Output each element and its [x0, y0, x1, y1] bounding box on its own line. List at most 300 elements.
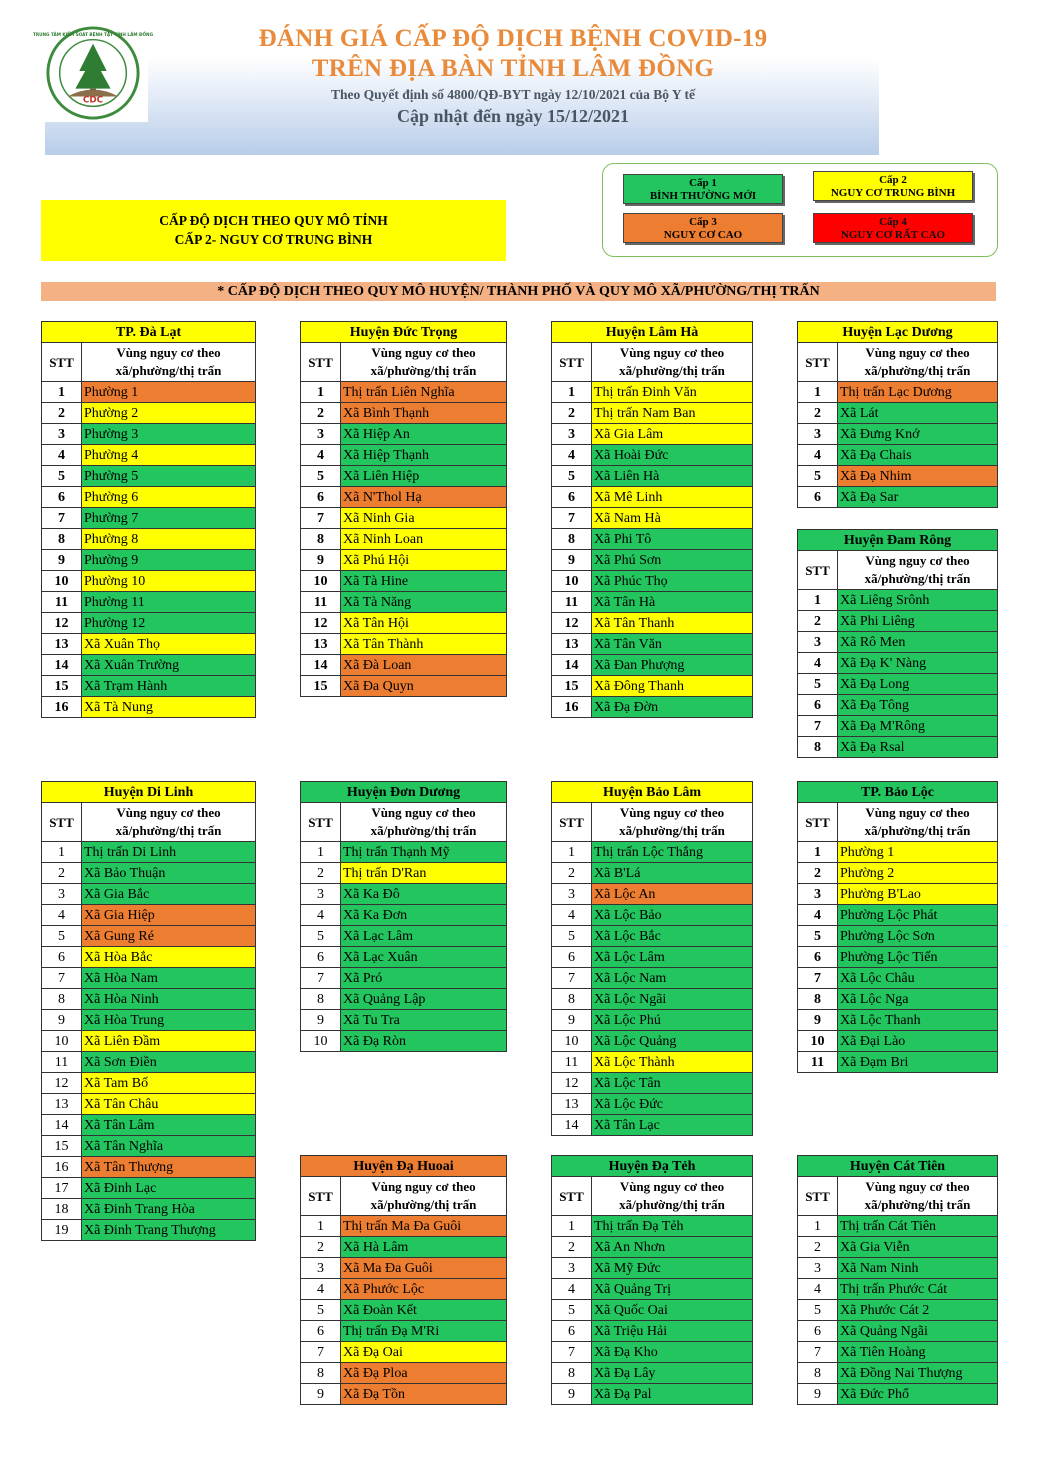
row-stt: 7 [301, 1342, 341, 1363]
row-stt: 7 [798, 1342, 838, 1363]
table-row [42, 445, 256, 466]
row-commune: Xã Lộc An [592, 884, 753, 905]
row-stt: 2 [301, 863, 341, 884]
column-header-stt: STT [552, 343, 592, 382]
row-stt: 5 [798, 466, 838, 487]
table-row [798, 445, 998, 466]
row-commune: Xã Hòa Nam [82, 968, 256, 989]
row-commune: Xã Mê Linh [592, 487, 753, 508]
row-stt: 16 [552, 697, 592, 718]
row-commune: Thị trấn Đạ Tẻh [592, 1216, 753, 1237]
row-stt: 10 [552, 571, 592, 592]
row-stt: 5 [798, 1300, 838, 1321]
row-commune: Xã Tân Hà [592, 592, 753, 613]
row-commune: Xã Gia Lâm [592, 424, 753, 445]
table-row [42, 655, 256, 676]
column-header-stt: STT [301, 343, 341, 382]
table-row [552, 508, 753, 529]
row-stt: 7 [42, 968, 82, 989]
district-name: TP. Bảo Lộc [798, 782, 998, 803]
table-row [301, 655, 507, 676]
table-row [42, 1157, 256, 1178]
row-commune: Xã Đạ Long [838, 674, 998, 695]
row-stt: 3 [798, 632, 838, 653]
table-row [798, 466, 998, 487]
table-row [798, 947, 998, 968]
table-row [552, 1384, 753, 1405]
row-commune: Xã Đạm Bri [838, 1052, 998, 1073]
row-commune: Xã Đạ Tông [838, 695, 998, 716]
column-header-zone: Vùng nguy cơ theo xã/phường/thị trấn [341, 343, 507, 382]
row-commune: Xã Đạ Rsal [838, 737, 998, 758]
row-stt: 8 [552, 1363, 592, 1384]
row-commune: Xã Sơn Điền [82, 1052, 256, 1073]
table-row [552, 1258, 753, 1279]
column-header-zone: Vùng nguy cơ theo xã/phường/thị trấn [838, 551, 998, 590]
row-stt: 8 [798, 1363, 838, 1384]
district-name: Huyện Di Linh [42, 782, 256, 803]
row-commune: Thị trấn Cát Tiên [838, 1216, 998, 1237]
row-stt: 3 [798, 884, 838, 905]
row-stt: 9 [301, 1384, 341, 1405]
row-commune: Xã Quốc Oai [592, 1300, 753, 1321]
table-row [42, 1199, 256, 1220]
table-row [42, 1178, 256, 1199]
row-commune: Xã Lộc Quảng [592, 1031, 753, 1052]
row-commune: Xã Bình Thạnh [341, 403, 507, 424]
table-row [798, 905, 998, 926]
table-row [42, 424, 256, 445]
column-header-stt: STT [798, 343, 838, 382]
row-commune: Xã Liên Đầm [82, 1031, 256, 1052]
row-stt: 16 [42, 1157, 82, 1178]
table-row [42, 403, 256, 424]
row-stt: 3 [42, 884, 82, 905]
row-commune: Phường Lộc Phát [838, 905, 998, 926]
row-stt: 10 [552, 1031, 592, 1052]
row-stt: 5 [552, 926, 592, 947]
table-row [301, 1300, 507, 1321]
row-commune: Xã Quảng Ngãi [838, 1321, 998, 1342]
row-commune: Xã Lạc Xuân [341, 947, 507, 968]
row-stt: 4 [552, 445, 592, 466]
row-commune: Xã Lộc Bắc [592, 926, 753, 947]
row-stt: 3 [301, 1258, 341, 1279]
row-stt: 11 [798, 1052, 838, 1073]
table-row [552, 1237, 753, 1258]
row-commune: Xã Tân Nghĩa [82, 1136, 256, 1157]
table-row [552, 1115, 753, 1136]
row-stt: 9 [42, 1010, 82, 1031]
table-row [552, 550, 753, 571]
row-stt: 12 [42, 613, 82, 634]
row-stt: 8 [42, 529, 82, 550]
table-row [798, 1279, 998, 1300]
table-row [301, 1237, 507, 1258]
district-name: Huyện Đức Trọng [301, 322, 507, 343]
column-header-stt: STT [301, 803, 341, 842]
table-row [798, 716, 998, 737]
table-row [798, 968, 998, 989]
row-commune: Xã Lộc Lâm [592, 947, 753, 968]
table-row [798, 403, 998, 424]
table-row [301, 403, 507, 424]
row-commune: Xã Phi Liêng [838, 611, 998, 632]
table-row [552, 571, 753, 592]
row-commune: Xã Đạ Pal [592, 1384, 753, 1405]
district-table [300, 321, 507, 697]
row-stt: 6 [301, 487, 341, 508]
row-commune: Xã Tân Hội [341, 613, 507, 634]
column-header-zone: Vùng nguy cơ theo xã/phường/thị trấn [341, 803, 507, 842]
row-commune: Xã Lộc Thành [592, 1052, 753, 1073]
row-commune: Xã An Nhơn [592, 1237, 753, 1258]
column-header-stt: STT [552, 1177, 592, 1216]
row-commune: Xã Lộc Phú [592, 1010, 753, 1031]
row-stt: 5 [42, 466, 82, 487]
cdc-logo-icon [32, 24, 154, 122]
table-row [42, 1010, 256, 1031]
table-row [42, 842, 256, 863]
row-stt: 6 [552, 1321, 592, 1342]
row-commune: Xã Xuân Trường [82, 655, 256, 676]
table-row [301, 676, 507, 697]
row-stt: 5 [552, 466, 592, 487]
svg-text:CDC: CDC [82, 95, 104, 106]
table-row [301, 382, 507, 403]
table-row [301, 884, 507, 905]
district-name: Huyện Lạc Dương [798, 322, 998, 343]
district-name: Huyện Đạ Huoai [301, 1156, 507, 1177]
row-commune: Xã Tân Văn [592, 634, 753, 655]
table-row [42, 697, 256, 718]
row-stt: 2 [42, 863, 82, 884]
row-commune: Xã Đạ Kho [592, 1342, 753, 1363]
table-row [301, 1321, 507, 1342]
row-stt: 9 [301, 1010, 341, 1031]
row-commune: Xã Hòa Bắc [82, 947, 256, 968]
row-commune: Xã Liêng Srônh [838, 590, 998, 611]
row-commune: Xã Gia Hiệp [82, 905, 256, 926]
legend-level-1: Cấp 1 BÌNH THƯỜNG MỚI [623, 174, 783, 204]
table-row [798, 653, 998, 674]
district-table [41, 781, 256, 1241]
table-row [42, 676, 256, 697]
row-commune: Xã Hà Lâm [341, 1237, 507, 1258]
row-stt: 2 [552, 863, 592, 884]
row-stt: 9 [301, 550, 341, 571]
row-commune: Xã Trạm Hành [82, 676, 256, 697]
row-commune: Xã Xuân Thọ [82, 634, 256, 655]
table-row [301, 1010, 507, 1031]
table-row [552, 529, 753, 550]
table-row [552, 676, 753, 697]
table-row [552, 445, 753, 466]
row-commune: Xã Hòa Trung [82, 1010, 256, 1031]
row-commune: Xã Quảng Lập [341, 989, 507, 1010]
row-stt: 10 [798, 1031, 838, 1052]
row-commune: Xã Quảng Trị [592, 1279, 753, 1300]
row-stt: 9 [42, 550, 82, 571]
row-commune: Thị trấn Đinh Văn [592, 382, 753, 403]
row-commune: Phường 12 [82, 613, 256, 634]
row-commune: Xã Tân Thành [341, 634, 507, 655]
row-stt: 11 [552, 592, 592, 613]
column-header-stt: STT [552, 803, 592, 842]
table-row [798, 674, 998, 695]
row-stt: 11 [42, 1052, 82, 1073]
row-commune: Phường 1 [82, 382, 256, 403]
table-row [42, 905, 256, 926]
row-commune: Xã Gia Viễn [838, 1237, 998, 1258]
row-stt: 7 [42, 508, 82, 529]
table-row [42, 884, 256, 905]
table-row [42, 863, 256, 884]
row-stt: 4 [42, 905, 82, 926]
row-commune: Thị trấn D'Ran [341, 863, 507, 884]
district-table [551, 1155, 753, 1405]
row-stt: 9 [552, 550, 592, 571]
row-commune: Xã Đạ Ròn [341, 1031, 507, 1052]
row-commune: Xã Tà Hine [341, 571, 507, 592]
district-name: Huyện Đạ Tẻh [552, 1156, 753, 1177]
row-commune: Xã Đinh Lạc [82, 1178, 256, 1199]
row-stt: 2 [798, 1237, 838, 1258]
row-commune: Xã Tam Bố [82, 1073, 256, 1094]
table-row [42, 634, 256, 655]
row-commune: Xã Đưng Knớ [838, 424, 998, 445]
table-row [798, 842, 998, 863]
table-row [42, 926, 256, 947]
table-row [42, 592, 256, 613]
row-stt: 1 [552, 382, 592, 403]
table-row [42, 487, 256, 508]
district-table [300, 781, 507, 1052]
table-row [301, 634, 507, 655]
table-row [42, 989, 256, 1010]
row-commune: Phường 4 [82, 445, 256, 466]
table-row [552, 1300, 753, 1321]
row-commune: Xã Lộc Nam [592, 968, 753, 989]
table-row [301, 1216, 507, 1237]
table-row [301, 445, 507, 466]
row-commune: Xã Nam Ninh [838, 1258, 998, 1279]
table-row [552, 382, 753, 403]
row-commune: Xã Tân Lạc [592, 1115, 753, 1136]
row-commune: Thị trấn Lạc Dương [838, 382, 998, 403]
row-commune: Xã Đông Thanh [592, 676, 753, 697]
row-stt: 7 [301, 968, 341, 989]
row-commune: Phường 2 [82, 403, 256, 424]
row-commune: Xã Ka Đô [341, 884, 507, 905]
row-commune: Xã Đoàn Kết [341, 1300, 507, 1321]
column-header-stt: STT [798, 1177, 838, 1216]
table-row [552, 1363, 753, 1384]
row-commune: Xã Tân Thanh [592, 613, 753, 634]
row-stt: 14 [552, 655, 592, 676]
district-name: Huyện Đơn Dương [301, 782, 507, 803]
row-commune: Xã Đạ Tồn [341, 1384, 507, 1405]
table-row [798, 1031, 998, 1052]
table-row [42, 947, 256, 968]
row-stt: 7 [552, 1342, 592, 1363]
row-stt: 8 [798, 737, 838, 758]
row-commune: Thị trấn Liên Nghĩa [341, 382, 507, 403]
row-stt: 9 [798, 1384, 838, 1405]
row-stt: 15 [42, 676, 82, 697]
row-commune: Phường 7 [82, 508, 256, 529]
province-level-box [41, 200, 506, 261]
row-stt: 3 [301, 424, 341, 445]
row-stt: 5 [552, 1300, 592, 1321]
row-commune: Thị trấn Di Linh [82, 842, 256, 863]
row-stt: 16 [42, 697, 82, 718]
table-row [42, 382, 256, 403]
row-stt: 1 [42, 842, 82, 863]
row-commune: Xã Ninh Loan [341, 529, 507, 550]
row-commune: Xã Mỹ Đức [592, 1258, 753, 1279]
district-name: Huyện Lâm Hà [552, 322, 753, 343]
row-stt: 1 [798, 590, 838, 611]
row-stt: 1 [301, 1216, 341, 1237]
table-row [42, 968, 256, 989]
table-row [301, 550, 507, 571]
row-stt: 14 [42, 655, 82, 676]
row-commune: Thị trấn Đạ M'Ri [341, 1321, 507, 1342]
row-stt: 3 [552, 884, 592, 905]
district-name: TP. Đà Lạt [42, 322, 256, 343]
table-row [798, 1342, 998, 1363]
table-row [552, 424, 753, 445]
table-row [552, 592, 753, 613]
row-stt: 2 [42, 403, 82, 424]
district-table [797, 781, 998, 1073]
row-stt: 19 [42, 1220, 82, 1241]
table-row [42, 1052, 256, 1073]
row-commune: Xã Đạ Oai [341, 1342, 507, 1363]
table-row [552, 1073, 753, 1094]
table-row [42, 1115, 256, 1136]
row-stt: 6 [552, 487, 592, 508]
district-table [797, 321, 998, 508]
row-stt: 6 [301, 947, 341, 968]
table-row [552, 487, 753, 508]
row-stt: 1 [552, 1216, 592, 1237]
table-row [301, 571, 507, 592]
row-stt: 15 [552, 676, 592, 697]
table-row [301, 863, 507, 884]
row-stt: 18 [42, 1199, 82, 1220]
table-row [301, 905, 507, 926]
row-stt: 4 [301, 1279, 341, 1300]
table-row [301, 613, 507, 634]
row-stt: 12 [301, 613, 341, 634]
row-commune: Thị trấn Phước Cát [838, 1279, 998, 1300]
table-row [798, 989, 998, 1010]
table-row [301, 424, 507, 445]
row-stt: 3 [42, 424, 82, 445]
row-commune: Phường 9 [82, 550, 256, 571]
row-commune: Xã Tiên Hoàng [838, 1342, 998, 1363]
district-name: Huyện Cát Tiên [798, 1156, 998, 1177]
page-title-line2: TRÊN ĐỊA BÀN TỈNH LÂM ĐỒNG [311, 55, 715, 82]
row-stt: 7 [798, 968, 838, 989]
row-commune: Xã Gung Ré [82, 926, 256, 947]
row-commune: Xã Bảo Thuận [82, 863, 256, 884]
row-commune: Xã Phú Sơn [592, 550, 753, 571]
table-row [552, 968, 753, 989]
row-stt: 8 [798, 989, 838, 1010]
table-row [552, 863, 753, 884]
page-title-line1: ĐÁNH GIÁ CẤP ĐỘ DỊCH BỆNH COVID-19 [258, 25, 768, 52]
row-stt: 5 [42, 926, 82, 947]
row-commune: Xã Đức Phổ [838, 1384, 998, 1405]
column-header-stt: STT [301, 1177, 341, 1216]
row-commune: Xã Đạ Lây [592, 1363, 753, 1384]
row-commune: Xã Tân Thượng [82, 1157, 256, 1178]
column-header-zone: Vùng nguy cơ theo xã/phường/thị trấn [838, 343, 998, 382]
row-commune: Phường Lộc Tiến [838, 947, 998, 968]
row-commune: Xã Đà Loan [341, 655, 507, 676]
row-commune: Xã Phước Cát 2 [838, 1300, 998, 1321]
table-row [798, 1010, 998, 1031]
row-stt: 9 [552, 1384, 592, 1405]
table-row [798, 1384, 998, 1405]
table-row [301, 1031, 507, 1052]
table-row [42, 571, 256, 592]
row-commune: Thị trấn Ma Đa Guôi [341, 1216, 507, 1237]
row-stt: 6 [301, 1321, 341, 1342]
row-stt: 13 [42, 634, 82, 655]
section-title: * CẤP ĐỘ DỊCH THEO QUY MÔ HUYỆN/ THÀNH PHỐ VÀ QUY MÔ XÃ/PHƯỜNG/THỊ TRẤN [41, 282, 996, 301]
row-commune: Xã Phúc Thọ [592, 571, 753, 592]
row-commune: Xã Tân Châu [82, 1094, 256, 1115]
table-row [42, 1031, 256, 1052]
row-commune: Xã Gia Bắc [82, 884, 256, 905]
table-row [552, 655, 753, 676]
row-commune: Phường 3 [82, 424, 256, 445]
row-stt: 1 [798, 842, 838, 863]
table-row [552, 926, 753, 947]
row-stt: 7 [552, 508, 592, 529]
table-row [552, 842, 753, 863]
table-row [42, 1220, 256, 1241]
table-row [552, 1010, 753, 1031]
table-row [798, 590, 998, 611]
table-row [798, 737, 998, 758]
table-row [301, 842, 507, 863]
row-stt: 4 [798, 1279, 838, 1300]
row-stt: 5 [301, 926, 341, 947]
row-commune: Xã Ma Đa Guôi [341, 1258, 507, 1279]
row-stt: 4 [301, 905, 341, 926]
row-commune: Xã Hoài Đức [592, 445, 753, 466]
district-table [551, 321, 753, 718]
table-row [552, 905, 753, 926]
table-row [798, 1363, 998, 1384]
row-commune: Phường 10 [82, 571, 256, 592]
row-commune: Xã Đinh Trang Hòa [82, 1199, 256, 1220]
row-stt: 10 [301, 571, 341, 592]
row-commune: Phường 8 [82, 529, 256, 550]
table-row [301, 989, 507, 1010]
row-stt: 5 [798, 674, 838, 695]
column-header-zone: Vùng nguy cơ theo xã/phường/thị trấn [838, 803, 998, 842]
row-stt: 2 [798, 863, 838, 884]
row-commune: Xã B'Lá [592, 863, 753, 884]
row-stt: 2 [798, 403, 838, 424]
column-header-zone: Vùng nguy cơ theo xã/phường/thị trấn [592, 803, 753, 842]
